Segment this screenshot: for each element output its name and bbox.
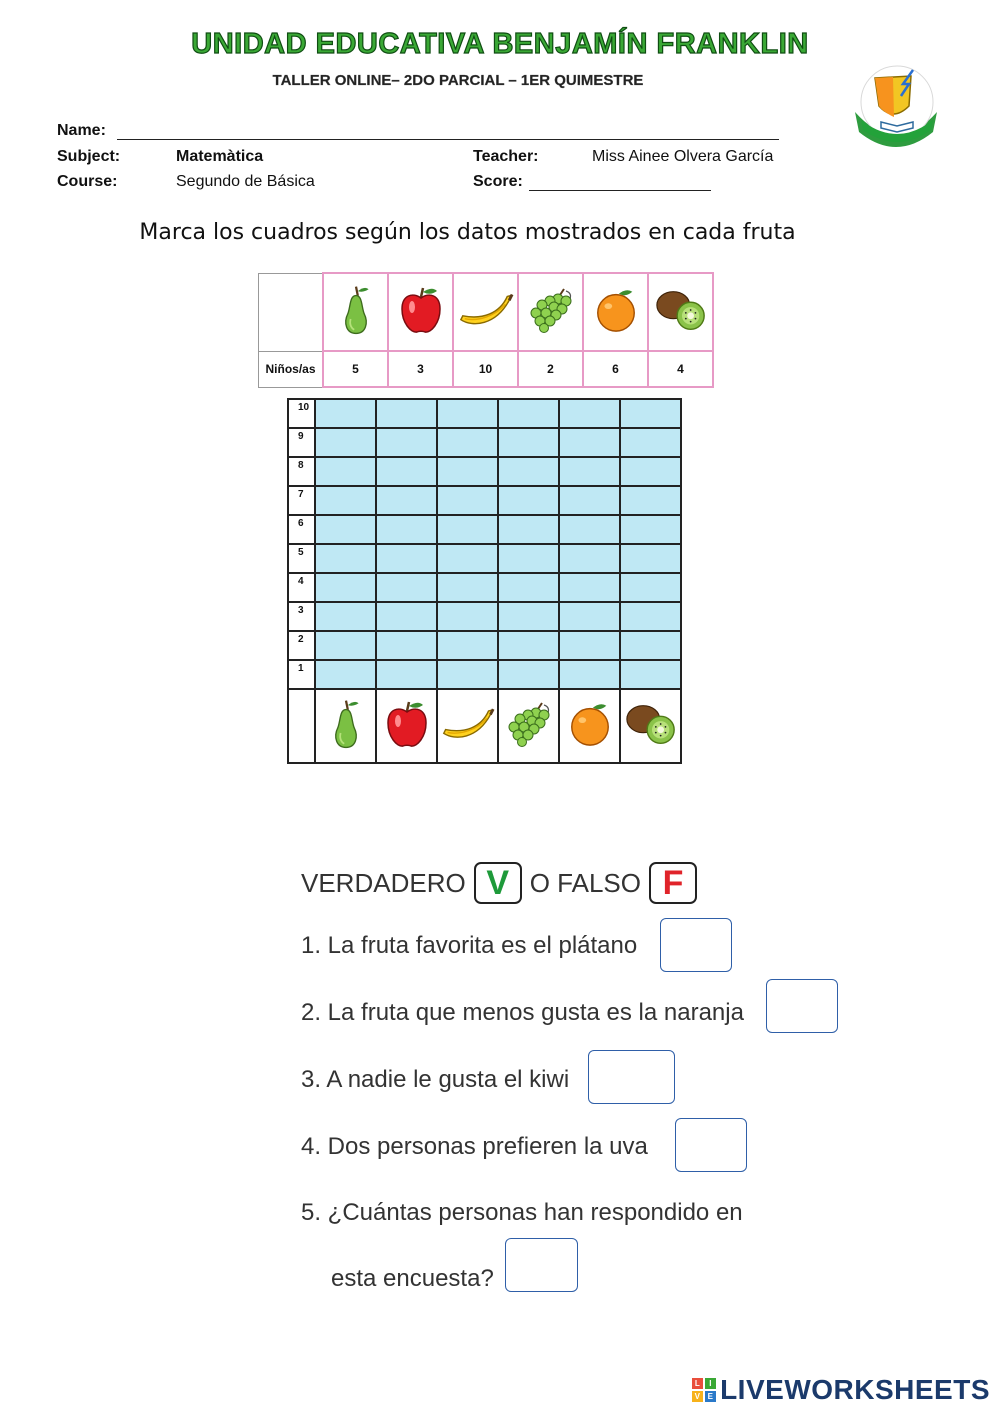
grid-cell[interactable] [498, 515, 559, 544]
grid-row [288, 399, 681, 428]
grid-cell[interactable] [376, 660, 437, 689]
grid-fruit-cell [498, 689, 559, 763]
grid-axis-label: 2 [288, 631, 315, 660]
brand-text: LIVEWORKSHEETS [720, 1374, 990, 1405]
grid-row [288, 573, 681, 602]
grid-fruit-cell [437, 689, 498, 763]
grid-cell[interactable] [315, 573, 376, 602]
grid-cell[interactable] [376, 631, 437, 660]
grid-cell[interactable] [559, 515, 620, 544]
answer-box-4[interactable] [675, 1118, 747, 1172]
subject-value: Matemàtica [176, 148, 264, 165]
grid-cell[interactable] [376, 399, 437, 428]
question-2: 2. La fruta que menos gusta es la naranja [301, 999, 744, 1026]
kiwi-icon [624, 702, 678, 746]
grid-axis-label: 3 [288, 602, 315, 631]
grid-cell[interactable] [620, 428, 681, 457]
grid-cell[interactable] [559, 399, 620, 428]
apple-icon [385, 696, 429, 752]
grid-cell[interactable] [620, 631, 681, 660]
name-field[interactable] [117, 139, 779, 140]
grid-corner-cell [288, 689, 315, 763]
school-title: UNIDAD EDUCATIVA BENJAMÍN FRANKLIN [191, 28, 809, 60]
fruit-count: 5 [323, 351, 388, 387]
grid-cell[interactable] [498, 602, 559, 631]
logo-letter: E [705, 1391, 716, 1402]
grid-cell[interactable] [559, 573, 620, 602]
grid-cell[interactable] [498, 428, 559, 457]
orange-icon [566, 699, 614, 749]
answer-box-3[interactable] [588, 1050, 675, 1104]
subject-label: Subject: [57, 148, 121, 165]
grid-cell[interactable] [315, 631, 376, 660]
apple-icon [399, 283, 443, 337]
grid-axis-label: 8 [288, 457, 315, 486]
grid-cell[interactable] [559, 631, 620, 660]
pear-icon [328, 695, 364, 753]
grid-cell[interactable] [376, 486, 437, 515]
score-label: Score: [473, 173, 523, 190]
v-badge: V [474, 862, 522, 904]
grid-fruit-cell [620, 689, 681, 763]
logo-letter: V [692, 1391, 703, 1402]
workshop-subtitle: TALLER ONLINE– 2DO PARCIAL – 1ER QUIMESTRE [272, 72, 644, 89]
answer-box-1[interactable] [660, 918, 732, 972]
grid-cell[interactable] [498, 631, 559, 660]
grid-cell[interactable] [437, 602, 498, 631]
grid-row [288, 486, 681, 515]
grid-cell[interactable] [315, 486, 376, 515]
grid-axis-label: 7 [288, 486, 315, 515]
grid-axis-label: 4 [288, 573, 315, 602]
grid-cell[interactable] [437, 486, 498, 515]
grid-cell[interactable] [315, 515, 376, 544]
grid-cell[interactable] [437, 428, 498, 457]
fruit-count: 3 [388, 351, 453, 387]
grid-fruit-cell [376, 689, 437, 763]
grid-cell[interactable] [620, 573, 681, 602]
grid-row [288, 631, 681, 660]
course-value: Segundo de Básica [176, 173, 315, 190]
grid-cell[interactable] [620, 602, 681, 631]
grid-cell[interactable] [559, 486, 620, 515]
orange-icon [592, 285, 640, 335]
grid-cell[interactable] [437, 631, 498, 660]
grid-cell[interactable] [620, 457, 681, 486]
teacher-label: Teacher: [473, 148, 539, 165]
fruit-count: 10 [453, 351, 518, 387]
name-label: Name: [57, 122, 106, 139]
f-badge: F [649, 862, 697, 904]
grid-cell[interactable] [315, 399, 376, 428]
teacher-value: Miss Ainee Olvera García [592, 148, 774, 165]
grid-cell[interactable] [498, 399, 559, 428]
grid-cell[interactable] [376, 515, 437, 544]
question-5-cont: esta encuesta? [331, 1265, 494, 1292]
grid-cell[interactable] [437, 457, 498, 486]
table-fruit-cell [648, 273, 713, 351]
grid-cell[interactable] [315, 457, 376, 486]
banana-icon [440, 702, 496, 746]
grid-cell[interactable] [376, 457, 437, 486]
grid-cell[interactable] [315, 602, 376, 631]
grid-row [288, 457, 681, 486]
question-4: 4. Dos personas prefieren la uva [301, 1133, 648, 1160]
grid-cell[interactable] [498, 660, 559, 689]
grid-cell[interactable] [437, 544, 498, 573]
logo-letter: L [692, 1378, 703, 1389]
table-fruit-cell [583, 273, 648, 351]
fruit-count: 2 [518, 351, 583, 387]
question-1: 1. La fruta favorita es el plátano [301, 932, 638, 959]
logo-letter: I [705, 1378, 716, 1389]
grid-cell[interactable] [498, 544, 559, 573]
score-field[interactable] [529, 190, 711, 191]
table-corner-cell [259, 273, 324, 351]
grid-cell[interactable] [437, 515, 498, 544]
grid-cell[interactable] [620, 486, 681, 515]
grid-cell[interactable] [559, 660, 620, 689]
row-label: Niños/as [259, 351, 324, 387]
grid-cell[interactable] [559, 428, 620, 457]
liveworksheets-brand [692, 1374, 990, 1406]
pear-icon [338, 282, 374, 338]
table-fruit-cell [453, 273, 518, 351]
grid-cell[interactable] [315, 544, 376, 573]
grid-fruit-cell [559, 689, 620, 763]
pictogram-grid [287, 398, 682, 764]
grid-cell[interactable] [498, 457, 559, 486]
grid-cell[interactable] [498, 486, 559, 515]
true-false-header [301, 862, 705, 904]
answer-box-5[interactable] [505, 1238, 578, 1292]
grid-row [288, 602, 681, 631]
grid-cell[interactable] [559, 544, 620, 573]
fruit-data-table [258, 272, 714, 388]
grid-cell[interactable] [437, 399, 498, 428]
grapes-icon [504, 701, 554, 747]
kiwi-icon [654, 288, 708, 332]
grid-cell[interactable] [376, 573, 437, 602]
grid-cell[interactable] [620, 660, 681, 689]
banana-icon [457, 288, 515, 332]
grid-cell[interactable] [376, 602, 437, 631]
grid-cell[interactable] [620, 544, 681, 573]
grapes-icon [526, 287, 576, 333]
grid-cell[interactable] [315, 428, 376, 457]
grid-axis-label: 5 [288, 544, 315, 573]
grid-cell[interactable] [376, 428, 437, 457]
grid-row [288, 428, 681, 457]
grid-axis-label: 10 [288, 399, 315, 428]
falso-label: O FALSO [529, 867, 641, 898]
grid-row [288, 515, 681, 544]
grid-axis-label: 6 [288, 515, 315, 544]
liveworksheets-logo-icon [692, 1378, 716, 1402]
table-fruit-cell [518, 273, 583, 351]
grid-cell[interactable] [620, 515, 681, 544]
instruction-text: Marca los cuadros según los datos mostrados en cada fruta [139, 220, 796, 245]
answer-box-2[interactable] [766, 979, 838, 1033]
course-label: Course: [57, 173, 118, 190]
grid-cell[interactable] [559, 602, 620, 631]
question-5: 5. ¿Cuántas personas han respondido en [301, 1199, 743, 1226]
grid-cell[interactable] [559, 457, 620, 486]
grid-cell[interactable] [437, 573, 498, 602]
table-fruit-cell [323, 273, 388, 351]
grid-cell[interactable] [498, 573, 559, 602]
grid-row [288, 660, 681, 689]
fruit-count: 4 [648, 351, 713, 387]
question-3: 3. A nadie le gusta el kiwi [301, 1066, 570, 1093]
fruit-count: 6 [583, 351, 648, 387]
grid-axis-label: 1 [288, 660, 315, 689]
grid-cell[interactable] [376, 544, 437, 573]
grid-row [288, 544, 681, 573]
grid-axis-label: 9 [288, 428, 315, 457]
school-logo-icon [851, 62, 941, 148]
table-fruit-cell [388, 273, 453, 351]
grid-cell[interactable] [620, 399, 681, 428]
grid-cell[interactable] [315, 660, 376, 689]
verdadero-label: VERDADERO [301, 867, 466, 898]
grid-cell[interactable] [437, 660, 498, 689]
grid-fruit-cell [315, 689, 376, 763]
